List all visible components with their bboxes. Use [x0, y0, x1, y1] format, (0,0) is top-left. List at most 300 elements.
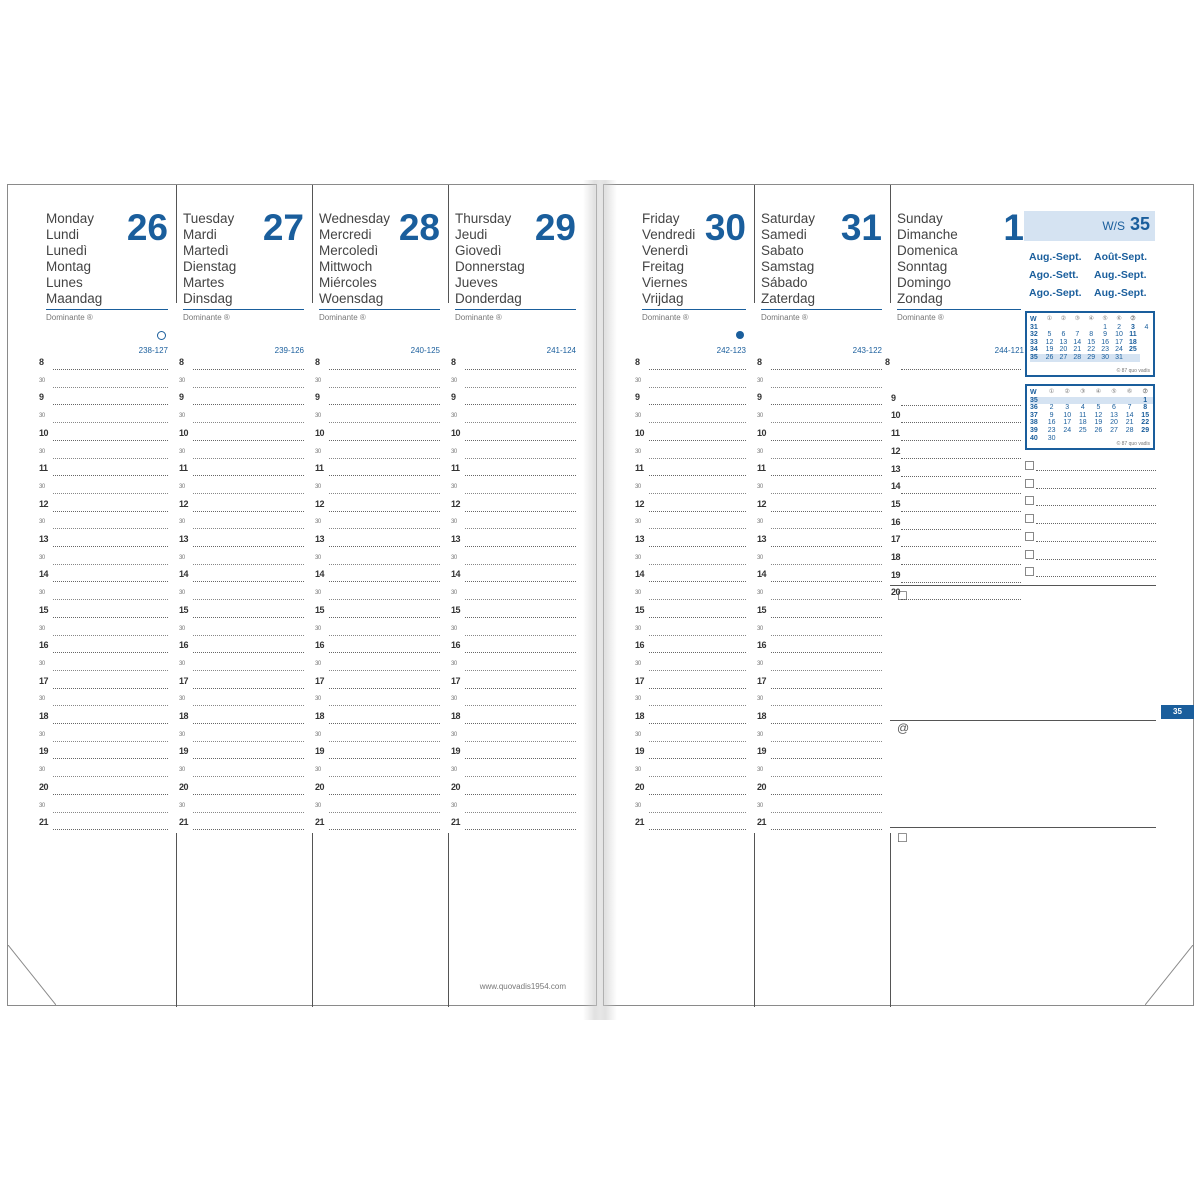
- calendar-date[interactable]: 18: [1129, 338, 1137, 346]
- half-hour-label: 30: [179, 696, 185, 703]
- half-hour-line[interactable]: [329, 421, 440, 423]
- calendar-date[interactable]: 23: [1101, 346, 1109, 354]
- hour-line[interactable]: [771, 757, 882, 759]
- hour-line[interactable]: [53, 510, 168, 512]
- hour-line[interactable]: [649, 793, 746, 795]
- half-hour-line[interactable]: [649, 457, 746, 459]
- half-hour-line[interactable]: [53, 669, 168, 671]
- half-hour-line[interactable]: [53, 563, 168, 565]
- hour-label: 18: [891, 552, 901, 562]
- half-hour-line[interactable]: [649, 811, 746, 813]
- calendar-date[interactable]: 14: [1125, 411, 1134, 419]
- day-name: Saturday: [761, 211, 816, 226]
- half-hour-line[interactable]: [53, 492, 168, 494]
- hour-line[interactable]: [649, 722, 746, 724]
- half-hour-line[interactable]: [53, 775, 168, 777]
- header-rule: [46, 309, 168, 310]
- hour-line[interactable]: [465, 722, 576, 724]
- half-hour-line[interactable]: [771, 634, 882, 636]
- hour-line[interactable]: [465, 828, 576, 830]
- half-hour-line[interactable]: [465, 386, 576, 388]
- half-hour-line[interactable]: [53, 598, 168, 600]
- half-hour-line[interactable]: [649, 492, 746, 494]
- calendar-date[interactable]: 4: [1080, 404, 1085, 412]
- website-url[interactable]: www.quovadis1954.com: [479, 982, 566, 991]
- half-hour-line[interactable]: [193, 740, 304, 742]
- calendar-date[interactable]: 7: [1075, 331, 1080, 339]
- hour-line[interactable]: [901, 368, 1021, 370]
- half-hour-line[interactable]: [465, 704, 576, 706]
- task-checkbox[interactable]: [1025, 514, 1034, 523]
- day-name: Samedi: [761, 227, 807, 242]
- calendar-date[interactable]: 3: [1065, 404, 1070, 412]
- hour-line[interactable]: [649, 580, 746, 582]
- hour-line[interactable]: [193, 403, 304, 405]
- day-name: Giovedì: [455, 243, 502, 258]
- hour-line[interactable]: [53, 580, 168, 582]
- hour-line[interactable]: [771, 474, 882, 476]
- hour-line[interactable]: [53, 545, 168, 547]
- calendar-date[interactable]: 19: [1045, 346, 1054, 354]
- calendar-date[interactable]: 1: [1137, 397, 1153, 405]
- hour-line[interactable]: [53, 722, 168, 724]
- half-hour-label: 30: [451, 483, 457, 490]
- calendar-date[interactable]: 28: [1070, 354, 1084, 362]
- half-hour-line[interactable]: [649, 704, 746, 706]
- calendar-date[interactable]: 21: [1125, 419, 1134, 427]
- half-hour-line[interactable]: [329, 669, 440, 671]
- task-line[interactable]: [1036, 504, 1156, 506]
- task-line[interactable]: [1036, 558, 1156, 560]
- half-hour-line[interactable]: [649, 740, 746, 742]
- hour-line[interactable]: [53, 474, 168, 476]
- hour-line[interactable]: [901, 404, 1021, 406]
- calendar-date[interactable]: 24: [1063, 426, 1072, 434]
- half-hour-line[interactable]: [329, 811, 440, 813]
- half-hour-line[interactable]: [193, 669, 304, 671]
- hour-line[interactable]: [465, 545, 576, 547]
- hour-line[interactable]: [193, 439, 304, 441]
- hour-line[interactable]: [901, 545, 1021, 547]
- day-name: Miércoles: [319, 275, 377, 290]
- calendar-date[interactable]: 23: [1047, 426, 1056, 434]
- half-hour-line[interactable]: [53, 421, 168, 423]
- calendar-date[interactable]: 16: [1101, 338, 1109, 346]
- half-hour-line[interactable]: [53, 740, 168, 742]
- half-hour-label: 30: [451, 377, 457, 384]
- half-hour-line[interactable]: [771, 598, 882, 600]
- half-hour-line[interactable]: [329, 492, 440, 494]
- half-hour-label: 30: [315, 554, 321, 561]
- calendar-date[interactable]: 7: [1127, 404, 1132, 412]
- half-hour-label: 30: [179, 377, 185, 384]
- hour-line[interactable]: [649, 439, 746, 441]
- half-hour-line[interactable]: [329, 386, 440, 388]
- calendar-date[interactable]: 24: [1115, 346, 1123, 354]
- calendar-date[interactable]: 22: [1087, 346, 1096, 354]
- calendar-date[interactable]: 9: [1103, 331, 1108, 339]
- half-hour-line[interactable]: [465, 740, 576, 742]
- hour-label: 10: [891, 410, 901, 421]
- hour-line[interactable]: [465, 510, 576, 512]
- half-hour-line[interactable]: [649, 598, 746, 600]
- half-hour-line[interactable]: [771, 563, 882, 565]
- hour-line[interactable]: [901, 510, 1021, 512]
- hour-line[interactable]: [771, 828, 882, 830]
- half-hour-line[interactable]: [465, 598, 576, 600]
- hour-line[interactable]: [465, 757, 576, 759]
- hour-line[interactable]: [465, 474, 576, 476]
- half-hour-line[interactable]: [649, 669, 746, 671]
- half-hour-label: 30: [315, 448, 321, 455]
- half-hour-line[interactable]: [649, 386, 746, 388]
- half-hour-line[interactable]: [193, 704, 304, 706]
- task-checkbox[interactable]: [1025, 496, 1034, 505]
- calendar-date[interactable]: 17: [1115, 338, 1123, 346]
- calendar-date[interactable]: 29: [1084, 354, 1098, 362]
- half-hour-label: 30: [39, 519, 45, 526]
- hour-line[interactable]: [649, 403, 746, 405]
- hour-line[interactable]: [465, 368, 576, 370]
- hour-line[interactable]: [649, 687, 746, 689]
- half-hour-line[interactable]: [649, 775, 746, 777]
- hour-line[interactable]: [329, 687, 440, 689]
- hour-line[interactable]: [771, 439, 882, 441]
- half-hour-line[interactable]: [329, 740, 440, 742]
- half-hour-line[interactable]: [465, 563, 576, 565]
- hour-line[interactable]: [771, 545, 882, 547]
- calendar-date[interactable]: 14: [1073, 338, 1082, 346]
- calendar-date[interactable]: 27: [1110, 426, 1118, 434]
- day-name: Domingo: [897, 275, 952, 290]
- hour-line[interactable]: [329, 757, 440, 759]
- half-hour-line[interactable]: [465, 634, 576, 636]
- calendar-date[interactable]: 9: [1049, 411, 1054, 419]
- half-hour-line[interactable]: [771, 811, 882, 813]
- hour-line[interactable]: [193, 722, 304, 724]
- hour-line[interactable]: [771, 368, 882, 370]
- hour-line[interactable]: [193, 510, 304, 512]
- hour-label: 17: [315, 675, 325, 686]
- weekday-header: W: [1030, 389, 1037, 396]
- calendar-date[interactable]: 3: [1130, 323, 1135, 331]
- task-checkbox[interactable]: [1025, 567, 1034, 576]
- half-hour-line[interactable]: [649, 421, 746, 423]
- half-hour-line[interactable]: [771, 669, 882, 671]
- half-hour-line[interactable]: [771, 421, 882, 423]
- hour-label: 14: [757, 569, 767, 580]
- hour-line[interactable]: [193, 580, 304, 582]
- half-hour-line[interactable]: [53, 634, 168, 636]
- hour-line[interactable]: [901, 421, 1021, 423]
- calendar-date[interactable]: 1: [1103, 323, 1108, 331]
- task-line[interactable]: [1036, 540, 1156, 542]
- half-hour-line[interactable]: [649, 527, 746, 529]
- hour-line[interactable]: [901, 475, 1021, 477]
- hour-line[interactable]: [771, 793, 882, 795]
- task-checkbox[interactable]: [1025, 461, 1034, 470]
- hour-line[interactable]: [329, 439, 440, 441]
- hour-line[interactable]: [53, 368, 168, 370]
- hour-line[interactable]: [465, 793, 576, 795]
- hour-line[interactable]: [649, 545, 746, 547]
- half-hour-line[interactable]: [193, 457, 304, 459]
- calendar-date[interactable]: 22: [1141, 419, 1150, 427]
- hour-line[interactable]: [649, 474, 746, 476]
- hour-line[interactable]: [193, 828, 304, 830]
- hour-line[interactable]: [193, 545, 304, 547]
- half-hour-label: 30: [757, 483, 763, 490]
- half-hour-line[interactable]: [53, 457, 168, 459]
- half-hour-line[interactable]: [329, 634, 440, 636]
- half-hour-line[interactable]: [193, 421, 304, 423]
- calendar-date[interactable]: 20: [1059, 346, 1068, 354]
- hour-line[interactable]: [53, 757, 168, 759]
- hour-line[interactable]: [771, 403, 882, 405]
- hour-line[interactable]: [193, 474, 304, 476]
- task-line[interactable]: [1036, 487, 1156, 489]
- calendar-date[interactable]: 19: [1094, 419, 1103, 427]
- task-line[interactable]: [1036, 522, 1156, 524]
- header-rule: [455, 309, 576, 310]
- calendar-date[interactable]: 8: [1089, 331, 1094, 339]
- hour-line[interactable]: [329, 828, 440, 830]
- half-hour-line[interactable]: [193, 527, 304, 529]
- half-hour-line[interactable]: [771, 527, 882, 529]
- hour-line[interactable]: [329, 722, 440, 724]
- hour-line[interactable]: [329, 510, 440, 512]
- hour-line[interactable]: [193, 616, 304, 618]
- half-hour-line[interactable]: [193, 634, 304, 636]
- hour-line[interactable]: [53, 439, 168, 441]
- calendar-date[interactable]: 30: [1047, 434, 1056, 442]
- half-hour-line[interactable]: [329, 457, 440, 459]
- calendar-date[interactable]: 5: [1047, 331, 1052, 339]
- half-hour-line[interactable]: [193, 563, 304, 565]
- hour-line[interactable]: [193, 757, 304, 759]
- hour-line[interactable]: [329, 368, 440, 370]
- hour-line[interactable]: [901, 528, 1021, 530]
- half-hour-line[interactable]: [193, 775, 304, 777]
- half-hour-line[interactable]: [193, 386, 304, 388]
- calendar-date[interactable]: 6: [1061, 331, 1066, 339]
- calendar-date[interactable]: 12: [1045, 338, 1054, 346]
- half-hour-line[interactable]: [649, 563, 746, 565]
- calendar-date[interactable]: 13: [1110, 411, 1118, 419]
- calendar-date[interactable]: 15: [1087, 338, 1096, 346]
- task-line[interactable]: [1036, 575, 1156, 577]
- week-label: W/S: [1102, 219, 1125, 233]
- hour-line[interactable]: [901, 492, 1021, 494]
- half-hour-line[interactable]: [53, 386, 168, 388]
- calendar-date[interactable]: 25: [1129, 346, 1137, 354]
- half-hour-line[interactable]: [53, 527, 168, 529]
- calendar-date[interactable]: 31: [1112, 354, 1126, 362]
- hour-line[interactable]: [53, 828, 168, 830]
- hour-line[interactable]: [329, 580, 440, 582]
- task-line[interactable]: [1036, 469, 1156, 471]
- hour-label: 20: [635, 781, 645, 792]
- calendar-date[interactable]: 6: [1112, 404, 1116, 412]
- hour-label: 19: [39, 746, 49, 757]
- hour-line[interactable]: [465, 651, 576, 653]
- hour-line[interactable]: [465, 687, 576, 689]
- half-hour-line[interactable]: [193, 811, 304, 813]
- calendar-date[interactable]: 25: [1078, 426, 1087, 434]
- half-hour-line[interactable]: [465, 492, 576, 494]
- hour-line[interactable]: [465, 403, 576, 405]
- task-checkbox[interactable]: [1025, 532, 1034, 541]
- calendar-date[interactable]: 2: [1117, 323, 1121, 331]
- half-hour-line[interactable]: [53, 704, 168, 706]
- hour-line[interactable]: [649, 510, 746, 512]
- calendar-date[interactable]: 5: [1096, 404, 1101, 412]
- half-hour-line[interactable]: [465, 527, 576, 529]
- calendar-date[interactable]: 2: [1049, 404, 1054, 412]
- calendar-date[interactable]: 16: [1047, 419, 1056, 427]
- half-hour-line[interactable]: [771, 492, 882, 494]
- hour-line[interactable]: [465, 439, 576, 441]
- calendar-date[interactable]: 26: [1094, 426, 1103, 434]
- calendar-date[interactable]: 29: [1141, 426, 1150, 434]
- half-hour-label: 30: [179, 660, 185, 667]
- hour-line[interactable]: [465, 580, 576, 582]
- hour-line[interactable]: [649, 757, 746, 759]
- calendar-date[interactable]: 26: [1043, 354, 1057, 362]
- hour-line[interactable]: [193, 651, 304, 653]
- calendar-date[interactable]: 10: [1063, 411, 1072, 419]
- calendar-date[interactable]: 20: [1110, 419, 1118, 427]
- hour-line[interactable]: [329, 474, 440, 476]
- hour-line[interactable]: [329, 793, 440, 795]
- half-hour-label: 30: [757, 377, 763, 384]
- hour-line[interactable]: [53, 687, 168, 689]
- task-checkbox[interactable]: [1025, 479, 1034, 488]
- day-name: Sonntag: [897, 259, 948, 274]
- half-hour-line[interactable]: [193, 492, 304, 494]
- phone-icon: ☐: [897, 589, 908, 603]
- dominante-label: Dominante ®: [642, 313, 689, 322]
- hour-line[interactable]: [53, 616, 168, 618]
- day-of-year-code: 243-122: [852, 346, 882, 355]
- mini-calendar: [1025, 311, 1155, 377]
- hour-line[interactable]: [329, 545, 440, 547]
- calendar-date[interactable]: 11: [1079, 411, 1087, 419]
- calendar-date[interactable]: 13: [1059, 338, 1068, 346]
- hour-line[interactable]: [53, 403, 168, 405]
- half-hour-line[interactable]: [329, 527, 440, 529]
- hour-line[interactable]: [193, 793, 304, 795]
- hour-line[interactable]: [193, 368, 304, 370]
- hour-line[interactable]: [771, 722, 882, 724]
- calendar-date[interactable]: 28: [1125, 426, 1134, 434]
- hour-line[interactable]: [771, 687, 882, 689]
- half-hour-line[interactable]: [771, 775, 882, 777]
- hour-line[interactable]: [465, 616, 576, 618]
- half-hour-label: 30: [451, 554, 457, 561]
- calendar-date[interactable]: 15: [1141, 411, 1150, 419]
- hour-label: 9: [757, 392, 762, 403]
- hour-line[interactable]: [649, 651, 746, 653]
- day-name: Lunes: [46, 275, 83, 290]
- half-hour-line[interactable]: [465, 457, 576, 459]
- half-hour-line[interactable]: [771, 740, 882, 742]
- calendar-date[interactable]: 8: [1143, 404, 1148, 412]
- calendar-date[interactable]: 30: [1098, 354, 1112, 362]
- hour-label: 17: [451, 675, 461, 686]
- hour-line[interactable]: [193, 687, 304, 689]
- hour-line[interactable]: [901, 598, 1021, 600]
- hour-line[interactable]: [329, 403, 440, 405]
- hour-line[interactable]: [53, 651, 168, 653]
- calendar-date[interactable]: 12: [1094, 411, 1103, 419]
- calendar-date[interactable]: 4: [1144, 323, 1149, 331]
- hour-label: 16: [179, 640, 189, 651]
- half-hour-label: 30: [635, 413, 641, 420]
- half-hour-line[interactable]: [771, 386, 882, 388]
- half-hour-line[interactable]: [771, 457, 882, 459]
- half-hour-line[interactable]: [329, 775, 440, 777]
- half-hour-line[interactable]: [329, 563, 440, 565]
- half-hour-line[interactable]: [329, 598, 440, 600]
- calendar-date[interactable]: 17: [1063, 419, 1072, 427]
- calendar-date[interactable]: 18: [1078, 419, 1087, 427]
- week-tab[interactable]: 35: [1161, 705, 1194, 719]
- day-name: Domenica: [897, 243, 958, 258]
- half-hour-line[interactable]: [465, 669, 576, 671]
- hour-line[interactable]: [771, 580, 882, 582]
- half-hour-line[interactable]: [53, 811, 168, 813]
- hour-line[interactable]: [649, 616, 746, 618]
- hour-line[interactable]: [901, 581, 1021, 583]
- hour-line[interactable]: [771, 616, 882, 618]
- hour-line[interactable]: [649, 368, 746, 370]
- hour-line[interactable]: [901, 439, 1021, 441]
- hour-line[interactable]: [771, 510, 882, 512]
- hour-line[interactable]: [329, 616, 440, 618]
- half-hour-line[interactable]: [329, 704, 440, 706]
- half-hour-line[interactable]: [649, 634, 746, 636]
- hour-label: 18: [635, 711, 645, 721]
- hour-label: 14: [179, 569, 189, 580]
- half-hour-label: 30: [179, 483, 185, 490]
- half-hour-label: 30: [179, 519, 185, 526]
- hour-line[interactable]: [329, 651, 440, 653]
- hour-label: 11: [39, 463, 48, 474]
- half-hour-line[interactable]: [465, 811, 576, 813]
- day-name: Mittwoch: [319, 259, 373, 274]
- half-hour-line[interactable]: [465, 421, 576, 423]
- half-hour-line[interactable]: [465, 775, 576, 777]
- calendar-date[interactable]: 21: [1073, 346, 1082, 354]
- hour-line[interactable]: [53, 793, 168, 795]
- calendar-date[interactable]: 11: [1129, 331, 1137, 339]
- hour-label: 10: [39, 427, 49, 438]
- half-hour-line[interactable]: [193, 598, 304, 600]
- day-number: 27: [262, 207, 304, 248]
- hour-line[interactable]: [771, 651, 882, 653]
- hour-line[interactable]: [901, 563, 1021, 565]
- hour-line[interactable]: [901, 457, 1021, 459]
- half-hour-line[interactable]: [771, 704, 882, 706]
- task-checkbox[interactable]: [1025, 550, 1034, 559]
- hour-line[interactable]: [649, 828, 746, 830]
- calendar-date[interactable]: 27: [1056, 354, 1070, 362]
- half-hour-label: 30: [315, 731, 321, 738]
- hour-label: 9: [635, 392, 640, 403]
- calendar-date[interactable]: 10: [1115, 331, 1123, 339]
- half-hour-label: 30: [635, 519, 641, 526]
